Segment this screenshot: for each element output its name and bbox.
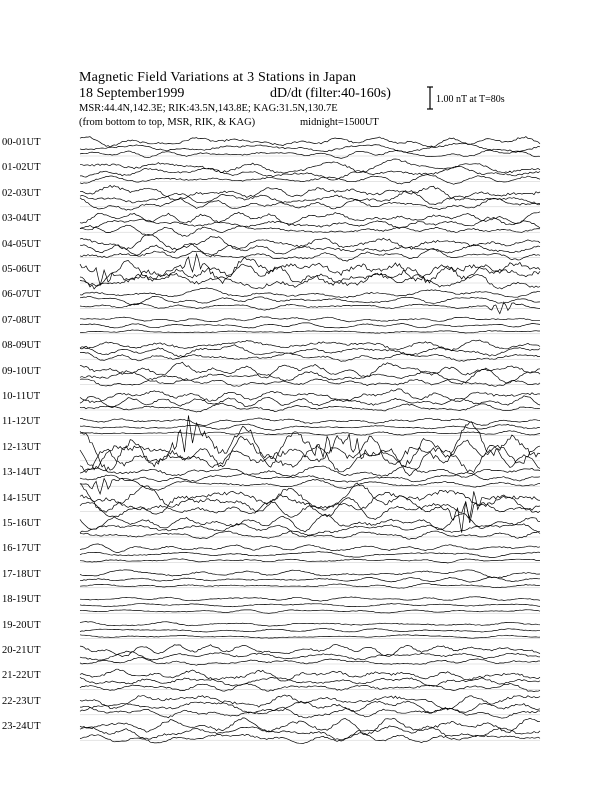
- trace-msr-12-13UT: [80, 445, 540, 476]
- scale-bar: [427, 87, 433, 109]
- hour-label: 14-15UT: [2, 492, 41, 504]
- trace-kag-16-17UT: [80, 544, 540, 553]
- trace-rik-23-24UT: [80, 726, 540, 740]
- hour-label: 23-24UT: [2, 721, 41, 733]
- trace-kag-07-08UT: [80, 317, 540, 322]
- trace-kag-06-07UT: [80, 288, 540, 298]
- trace-kag-17-18UT: [80, 570, 540, 578]
- trace-rik-00-01UT: [80, 143, 540, 152]
- hour-label: 09-10UT: [2, 365, 41, 377]
- trace-rik-20-21UT: [80, 651, 540, 660]
- trace-msr-23-24UT: [80, 733, 540, 744]
- trace-msr-17-18UT: [80, 584, 540, 589]
- trace-msr-05-06UT: [80, 273, 540, 289]
- hour-label: 08-09UT: [2, 340, 41, 352]
- trace-rik-12-13UT: [80, 436, 540, 470]
- trace-kag-01-02UT: [80, 159, 540, 173]
- hour-label: 21-22UT: [2, 670, 41, 682]
- hour-label: 12-13UT: [2, 441, 41, 453]
- trace-kag-19-20UT: [80, 622, 540, 627]
- hour-label: 05-06UT: [2, 264, 41, 275]
- hour-label: 19-20UT: [2, 619, 41, 631]
- trace-kag-03-04UT: [80, 212, 540, 226]
- trace-msr-00-01UT: [80, 150, 540, 158]
- trace-msr-06-07UT: [80, 302, 540, 314]
- trace-kag-10-11UT: [80, 389, 540, 403]
- hour-label: 00-01UT: [2, 137, 41, 148]
- trace-rik-06-07UT: [80, 296, 540, 305]
- component-filter-label: dD/dt (filter:40-160s): [270, 86, 391, 101]
- hour-label: 18-19UT: [2, 594, 41, 606]
- trace-kag-02-03UT: [80, 185, 540, 200]
- trace-rik-03-04UT: [80, 217, 540, 230]
- trace-rik-22-23UT: [80, 701, 540, 713]
- trace-kag-22-23UT: [80, 695, 540, 710]
- trace-kag-23-24UT: [80, 718, 540, 735]
- trace-msr-01-02UT: [80, 175, 540, 185]
- trace-rik-07-08UT: [80, 323, 540, 328]
- trace-kag-05-06UT: [80, 254, 540, 285]
- trace-kag-14-15UT: [80, 483, 540, 512]
- trace-msr-08-09UT: [80, 352, 540, 361]
- trace-kag-08-09UT: [80, 340, 540, 351]
- hour-label: 16-17UT: [2, 543, 41, 555]
- trace-rik-16-17UT: [80, 552, 540, 558]
- station-coordinates: MSR:44.4N,142.3E; RIK:43.5N,143.8E; KAG:31.5N,130.7E: [79, 103, 338, 114]
- chart-date: 18 September1999: [79, 86, 185, 101]
- hour-label: 06-07UT: [2, 289, 41, 301]
- hour-label: 11-12UT: [2, 416, 41, 428]
- trace-rik-17-18UT: [80, 577, 540, 582]
- trace-kag-09-10UT: [80, 362, 540, 378]
- trace-kag-00-01UT: [80, 137, 540, 147]
- hour-label: 17-18UT: [2, 568, 41, 580]
- trace-msr-04-05UT: [80, 249, 540, 262]
- hour-label: 10-11UT: [2, 391, 41, 402]
- hour-label: 13-14UT: [2, 467, 41, 479]
- trace-msr-07-08UT: [80, 330, 540, 333]
- trace-rik-14-15UT: [80, 491, 540, 518]
- hour-label: 07-08UT: [2, 314, 41, 326]
- hour-label: 03-04UT: [2, 213, 41, 225]
- trace-msr-09-10UT: [80, 379, 540, 386]
- trace-msr-22-23UT: [80, 706, 540, 718]
- trace-msr-19-20UT: [80, 635, 540, 639]
- trace-order-note: (from bottom to top, MSR, RIK, & KAG): [79, 117, 256, 128]
- trace-rik-08-09UT: [80, 345, 540, 357]
- trace-rik-02-03UT: [80, 191, 540, 205]
- trace-rik-21-22UT: [80, 677, 540, 686]
- chart-title: Magnetic Field Variations at 3 Stations in Japan: [79, 70, 357, 85]
- trace-kag-15-16UT: [80, 513, 540, 532]
- trace-kag-13-14UT: [80, 466, 540, 477]
- trace-group: [80, 137, 540, 744]
- trace-rik-11-12UT: [80, 424, 540, 430]
- trace-rik-09-10UT: [80, 369, 540, 384]
- midnight-note: midnight=1500UT: [300, 117, 379, 128]
- trace-msr-18-19UT: [80, 610, 540, 614]
- trace-kag-12-13UT: [80, 415, 540, 471]
- hour-label: 22-23UT: [2, 695, 41, 707]
- hour-label: 20-21UT: [2, 645, 41, 656]
- scale-bar-label: 1.00 nT at T=80s: [436, 94, 505, 105]
- trace-msr-21-22UT: [80, 683, 540, 692]
- trace-kag-18-19UT: [80, 597, 540, 602]
- hour-label: 04-05UT: [2, 238, 41, 250]
- trace-rik-18-19UT: [80, 604, 540, 607]
- hour-label: 01-02UT: [2, 162, 41, 174]
- trace-msr-11-12UT: [80, 431, 540, 436]
- trace-rik-10-11UT: [80, 396, 540, 408]
- hour-label: 15-16UT: [2, 518, 41, 529]
- trace-rik-19-20UT: [80, 628, 540, 632]
- trace-rik-05-06UT: [80, 264, 540, 289]
- hour-label: 02-03UT: [2, 187, 41, 199]
